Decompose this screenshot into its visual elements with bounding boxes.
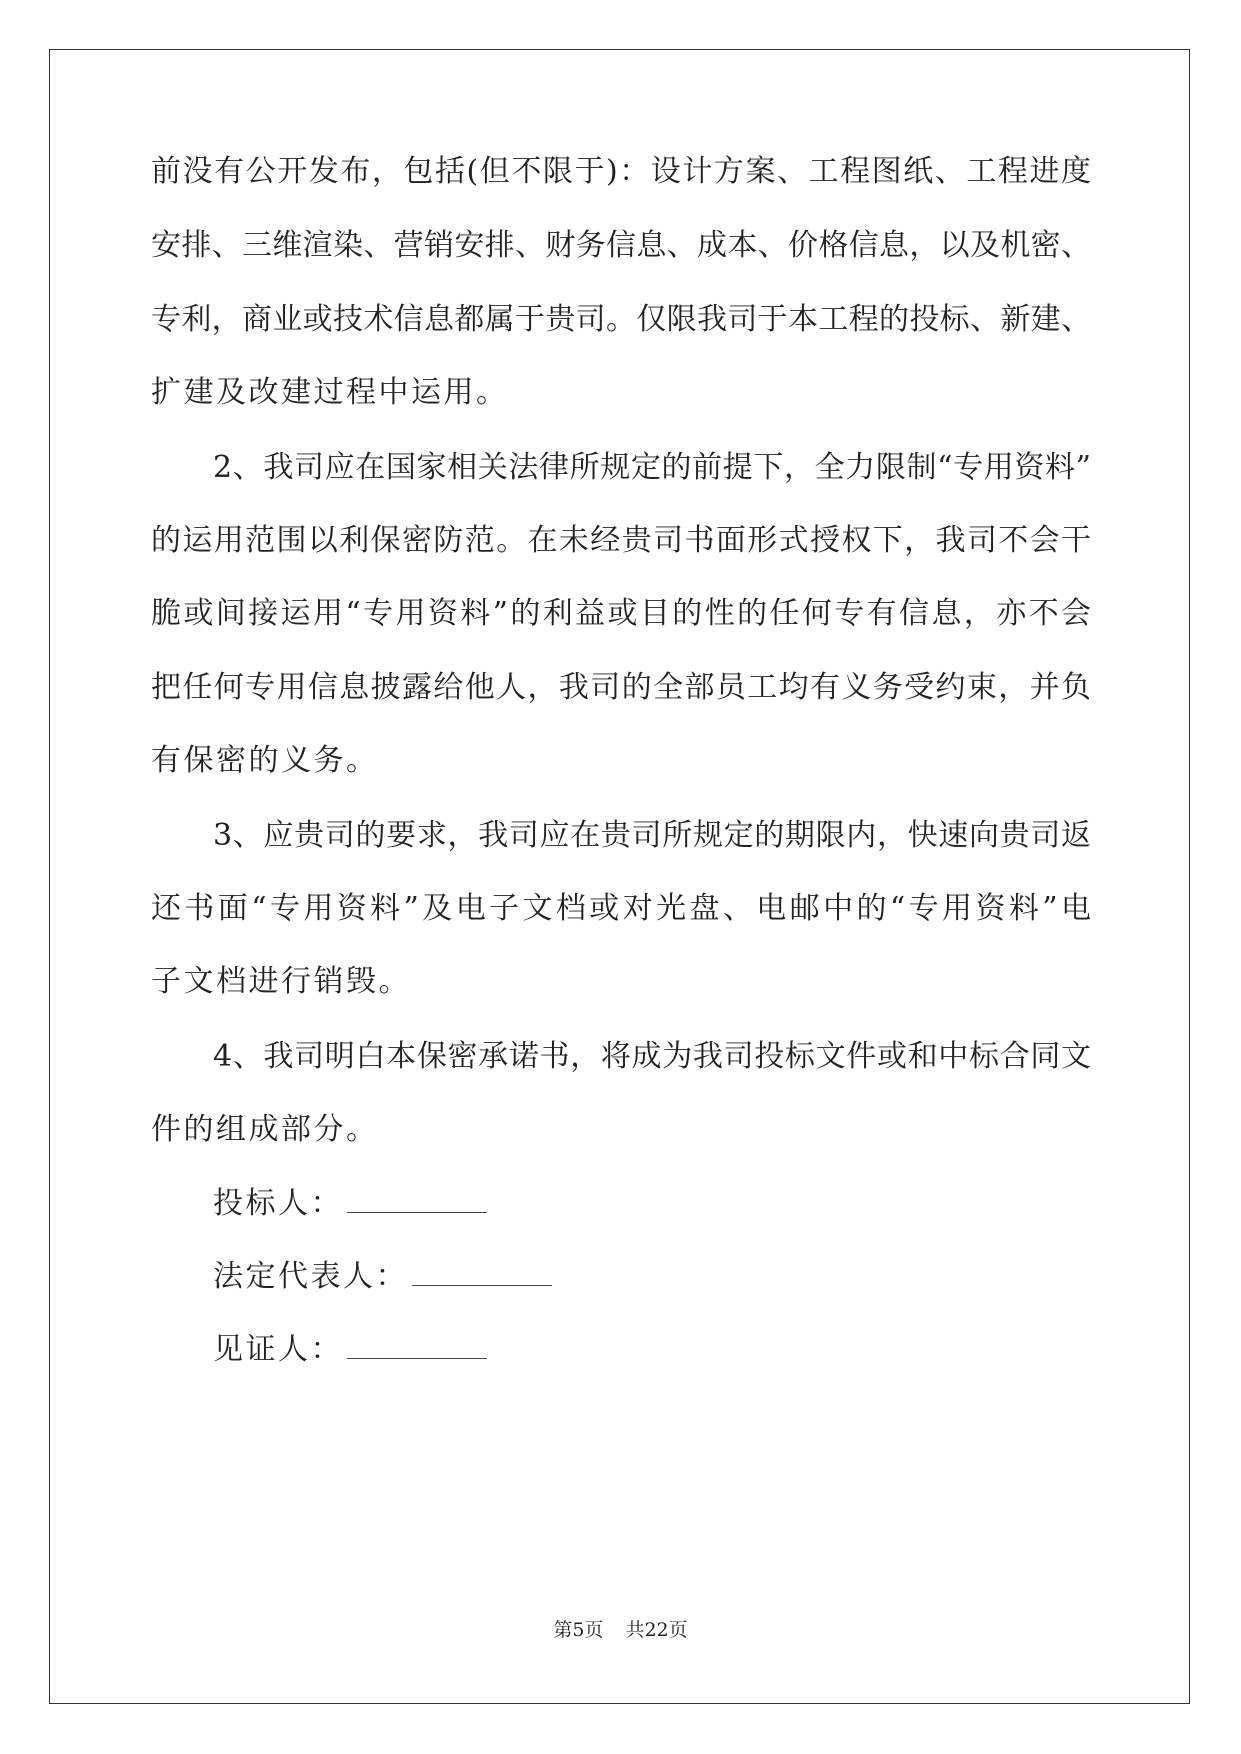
bidder-blank: [347, 1211, 487, 1213]
paragraph-2-line-5: 有保密的义务。: [151, 743, 379, 778]
paragraph-1-line-2: 安排、三维渲染、营销安排、财务信息、成本、价格信息，以及机密、: [151, 228, 1091, 263]
paragraph-1-line-3: 专利，商业或技术信息都属于贵司。仅限我司于本工程的投标、新建、: [151, 302, 1091, 337]
paragraph-3-line-1: 3、应贵司的要求，我司应在贵司所规定的期限内，快速向贵司返: [213, 818, 1091, 853]
page-border: [49, 49, 1190, 1704]
witness-signature-line: [213, 1330, 487, 1370]
paragraph-3-line-2: 还书面“专用资料”及电子文档或对光盘、电邮中的“专用资料”电: [151, 891, 1091, 926]
paragraph-3-line-3: 子文档进行销毁。: [151, 964, 411, 999]
witness-blank: [347, 1357, 487, 1359]
paragraph-1-line-1: 前没有公开发布，包括(但不限于)：设计方案、工程图纸、工程进度: [151, 154, 1091, 189]
paragraph-2-line-4: 把任何专用信息披露给他人，我司的全部员工均有义务受约束，并负: [151, 670, 1091, 705]
page-footer: [0, 1615, 1241, 1642]
paragraph-2-line-2: 的运用范围以利保密防范。在未经贵司书面形式授权下，我司不会干: [151, 523, 1091, 558]
paragraph-2-line-1: 2、我司应在国家相关法律所规定的前提下，全力限制“专用资料”: [213, 450, 1091, 485]
bidder-label: 投标人：: [213, 1186, 343, 1221]
legal-rep-blank: [412, 1284, 552, 1286]
page-number-total: 共22页: [625, 1619, 688, 1641]
paragraph-4-line-2: 件的组成部分。: [151, 1112, 379, 1147]
legal-rep-signature-line: [213, 1257, 552, 1297]
paragraph-4-line-1: 4、我司明白本保密承诺书，将成为我司投标文件或和中标合同文: [213, 1039, 1091, 1074]
bidder-signature-line: [213, 1184, 487, 1224]
page-number-current: 第5页: [553, 1619, 604, 1641]
paragraph-1-line-4: 扩建及改建过程中运用。: [151, 375, 509, 410]
witness-label: 见证人：: [213, 1332, 343, 1367]
legal-rep-label: 法定代表人：: [213, 1259, 408, 1294]
paragraph-2-line-3: 脆或间接运用“专用资料”的利益或目的性的任何专有信息，亦不会: [151, 596, 1091, 631]
